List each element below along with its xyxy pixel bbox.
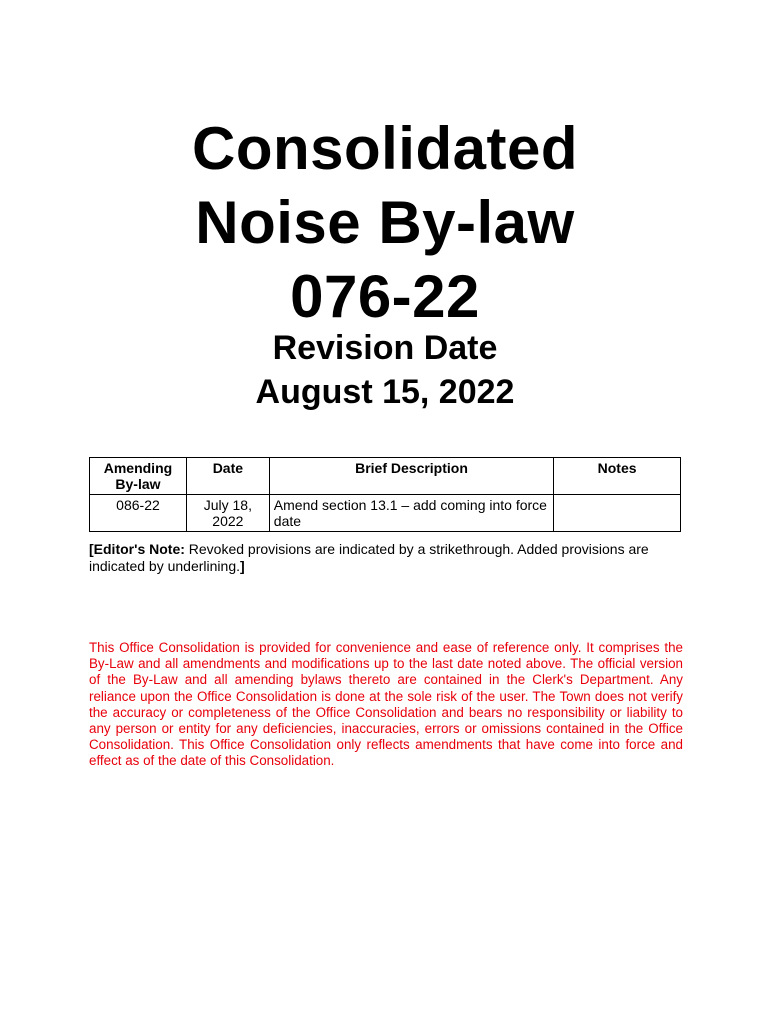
editor-note-open-bracket: [	[89, 541, 94, 557]
editor-note	[89, 541, 681, 575]
title-line-1: Consolidated	[191, 115, 578, 182]
table-header-row	[90, 458, 681, 495]
disclaimer-text: This Office Consolidation is provided for convenience and ease of reference only. It comprises the By-Law and all amendments and modifications up to the last date noted above. The official version of the By-Law and all amending bylaws thereto are contained in the Clerk's Department. Any reliance upon the Office Consolidation is done at the sole risk of the user. The Town does not verify the accuracy or completeness of the Office Consolidation and bears no responsibility or liability to any person or entity for any deficiencies, inaccuracies, errors or omissions contained in the Office Consolidation. This Office Consolidation only reflects amendments that have come into force and effect as of the date of this Consolidation.	[89, 640, 683, 769]
header-amending-bylaw: Amending By-law	[90, 458, 187, 495]
amendments-table	[89, 457, 681, 532]
cell-bylaw-number: 086-22	[90, 495, 187, 532]
cell-description: Amend section 13.1 – add coming into force date	[269, 495, 553, 532]
revision-label: Revision Date	[272, 329, 498, 367]
header-date: Date	[186, 458, 269, 495]
table-row	[90, 495, 681, 532]
editor-note-label: Editor's Note:	[93, 541, 185, 557]
header-brief-description: Brief Description	[269, 458, 553, 495]
revision-date: August 15, 2022	[255, 373, 515, 411]
header-notes: Notes	[554, 458, 681, 495]
title-line-2: Noise By-law	[195, 189, 575, 256]
revision-block	[0, 326, 770, 414]
title-line-3: 076-22	[290, 263, 480, 330]
document-title	[0, 112, 770, 334]
editor-note-close-bracket: ]	[240, 558, 245, 574]
cell-date: July 18, 2022	[186, 495, 269, 532]
editor-note-text: Revoked provisions are indicated by a strikethrough. Added provisions are indicated by underlining.	[89, 541, 649, 574]
cell-notes	[554, 495, 681, 532]
